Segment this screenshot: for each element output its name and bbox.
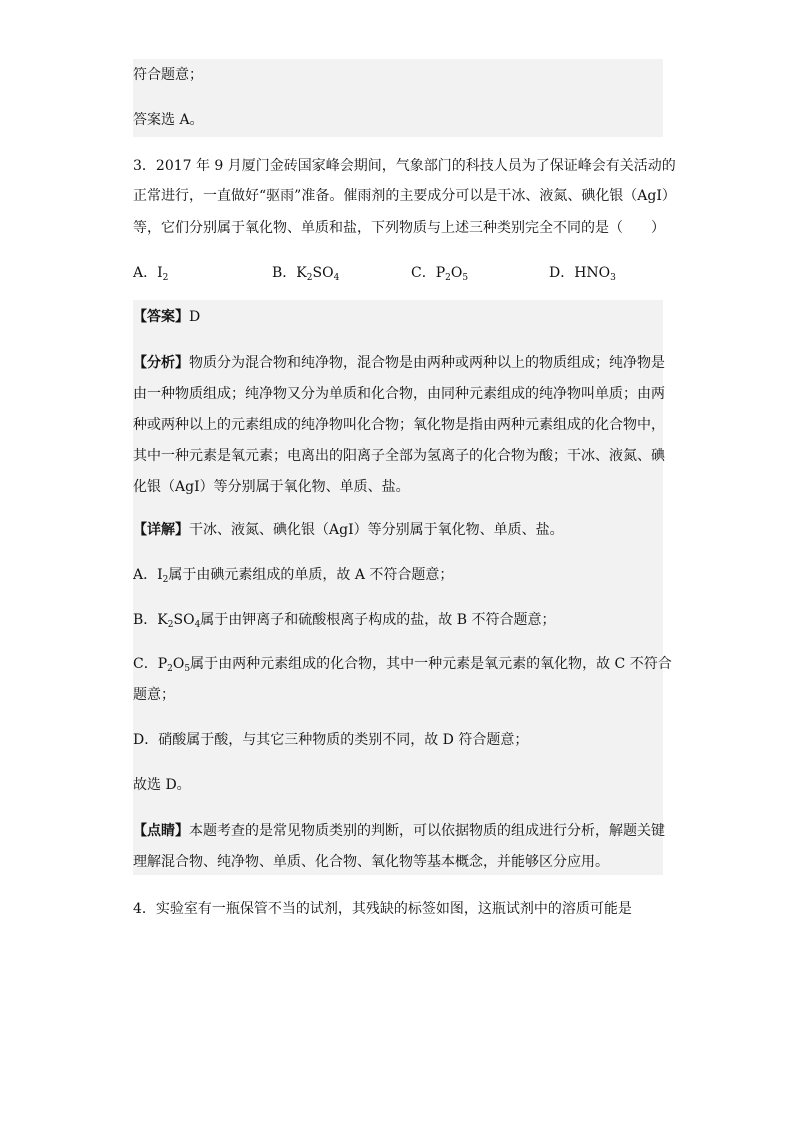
tip-line-2: 理解混合物、纯净物、单质、化合物、氧化物等基本概念，并能够区分应用。 (133, 854, 609, 870)
option-c: C．$P_2O_5$ (411, 265, 469, 283)
detail-option-c: C．$P_2O_5$属于由两种元素组成的化合物，其中一种元素是氧元素的氧化物，故 C 不符合 (133, 656, 672, 674)
tip-tag: 【点睛】 (133, 823, 189, 839)
detail-tag: 【详解】 (133, 522, 189, 538)
analysis-tag: 【分析】 (133, 355, 189, 371)
detail-option-a: A．$I_2$属于由碘元素组成的单质，故 A 不符合题意； (133, 567, 454, 585)
intro-line-2: 答案选 A。 (133, 112, 204, 128)
analysis-line-3: 种或两种以上的元素组成的纯净物叫化合物；氧化物是指由两种元素组成的化合物中， (133, 417, 665, 433)
option-a: A．$I_2$ (133, 265, 169, 283)
answer-value: D (189, 309, 201, 325)
detail-conclusion: 故选 D。 (133, 777, 191, 793)
option-b: B．$K_2SO_4$ (272, 265, 340, 283)
intro-block (133, 59, 663, 137)
q4-line-1: 4．实验室有一瓶保管不当的试剂，其残缺的标签如图，这瓶试剂中的溶质可能是 (133, 901, 632, 917)
detail-option-b: B．$K_2SO_4$属于由钾离子和硫酸根离子构成的盐，故 B 不符合题意； (133, 612, 556, 630)
q3-line-3: 等，它们分别属于氧化物、单质和盐，下列物质与上述三种类别完全不同的是（ ） (133, 220, 665, 236)
detail-option-c-line-2: 题意； (133, 687, 175, 703)
q3-line-1: 3．2017 年 9 月厦门金砖国家峰会期间，气象部门的科技人员为了保证峰会有关活动的 (133, 158, 676, 174)
option-d: D．$HNO_3$ (549, 265, 616, 283)
tip-line-1: 【点睛】本题考查的是常见物质类别的判断，可以依据物质的组成进行分析，解题关键 (133, 823, 665, 839)
answer-line (133, 307, 200, 327)
analysis-line-1: 【分析】物质分为混合物和纯净物，混合物是由两种或两种以上的物质组成；纯净物是 (133, 355, 665, 371)
answer-tag: 【答案】 (133, 309, 189, 325)
detail-line-1: 【详解】干冰、液氮、碘化银（AgI）等分别属于氧化物、单质、盐。 (133, 522, 564, 538)
analysis-line-2: 由一种物质组成；纯净物又分为单质和化合物，由同种元素组成的纯净物叫单质；由两 (133, 386, 665, 402)
intro-line-1: 符合题意； (133, 67, 203, 83)
analysis-line-5: 化银（AgI）等分别属于氧化物、单质、盐。 (133, 479, 410, 495)
detail-option-d: D．硝酸属于酸，与其它三种物质的类别不同，故 D 符合题意； (133, 732, 529, 748)
analysis-line-4: 其中一种元素是氧元素；电离出的阳离子全部为氢离子的化合物为酸；干冰、液氮、碘 (133, 448, 665, 464)
q3-line-2: 正常进行，一直做好“驱雨”准备。催雨剂的主要成分可以是干冰、液氮、碘化银（AgI） (133, 188, 676, 204)
